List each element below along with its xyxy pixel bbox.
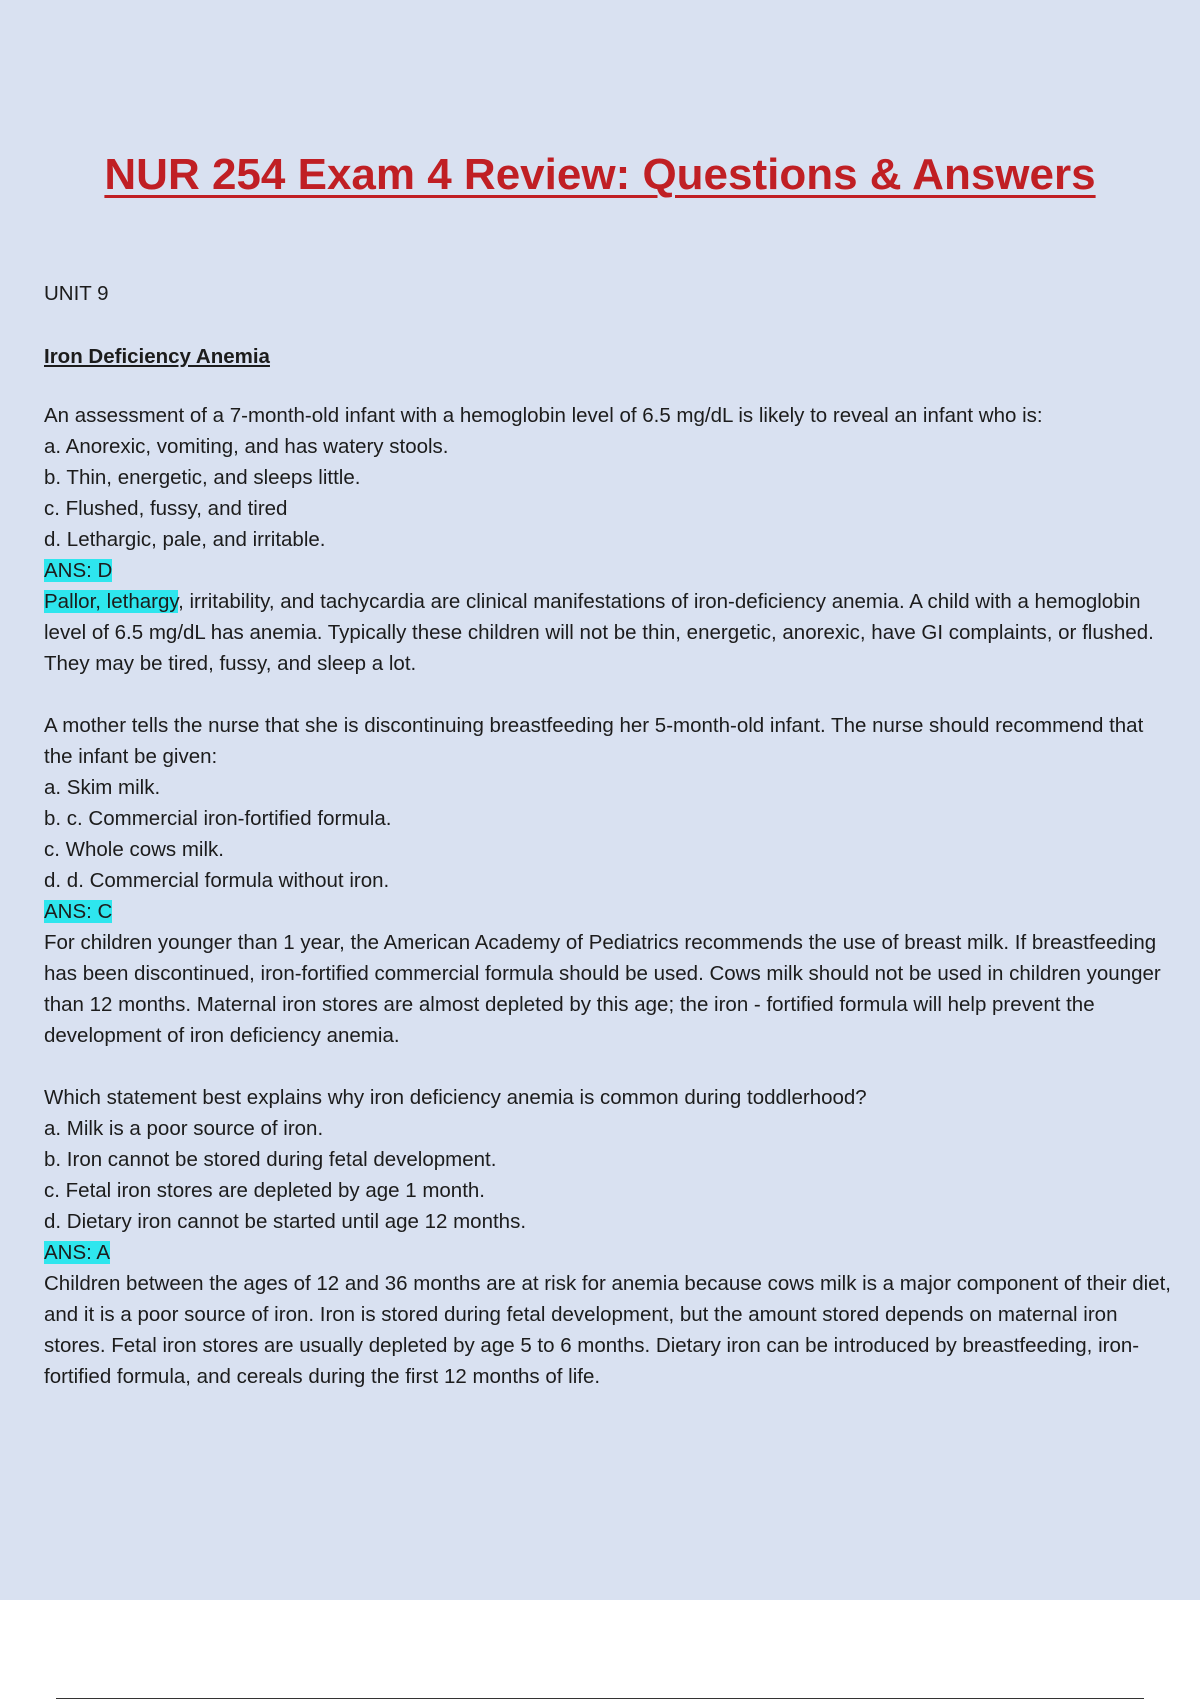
footer-divider	[56, 1698, 1144, 1699]
topic-heading: Iron Deficiency Anemia	[44, 345, 270, 368]
rationale-text: For children younger than 1 year, the American Academy of Pediatrics recommends the use of breast milk. If breastfeeding has been discontinued, iron-fortified commercial formula should be used. Cows milk should not be used in children younger than 12 months. Maternal iron stores are almost depleted by this age; the iron - fortified formula will help prevent the development of iron deficiency anemia.	[44, 931, 1161, 1047]
question-block-1	[44, 400, 1174, 679]
option-d: d. d. Commercial formula without iron.	[44, 869, 390, 892]
question-text: An assessment of a 7-month-old infant with a hemoglobin level of 6.5 mg/dL is likely to reveal an infant who is:	[44, 404, 1043, 427]
unit-label: UNIT 9	[44, 282, 109, 305]
option-c: c. Fetal iron stores are depleted by age 1 month.	[44, 1179, 486, 1202]
option-a: a. Skim milk.	[44, 776, 161, 799]
answer-line	[44, 1237, 1174, 1268]
question-text: Which statement best explains why iron deficiency anemia is common during toddlerhood?	[44, 1086, 867, 1109]
rationale-body: , irritability, and tachycardia are clinical manifestations of iron-deficiency anemia. A child with a hemoglobin level of 6.5 mg/dL has anemia. Typically these children will not be thin, energetic, anorexic, have GI complaints, or flushed. They may be tired, fussy, and sleep a lot.	[44, 590, 1154, 675]
page-title: NUR 254 Exam 4 Review: Questions & Answers	[104, 150, 1096, 199]
option-a: a. Milk is a poor source of iron.	[44, 1117, 324, 1140]
document-content	[44, 278, 1174, 1423]
option-d: d. Dietary iron cannot be started until age 12 months.	[44, 1210, 527, 1233]
option-b: b. Iron cannot be stored during fetal development.	[44, 1148, 497, 1171]
rationale-highlight: Pallor, lethargy	[44, 590, 179, 613]
option-c: c. Whole cows milk.	[44, 838, 224, 861]
answer-badge: ANS: C	[44, 900, 113, 923]
option-b: b. c. Commercial iron-fortified formula.	[44, 807, 392, 830]
option-c: c. Flushed, fussy, and tired	[44, 497, 288, 520]
answer-line	[44, 896, 1174, 927]
option-d: d. Lethargic, pale, and irritable.	[44, 528, 326, 551]
answer-badge: ANS: D	[44, 559, 113, 582]
rationale-text: Children between the ages of 12 and 36 months are at risk for anemia because cows milk is a major component of their diet, and it is a poor source of iron. Iron is stored during fetal development, but the amount stored depends on maternal iron stores. Fetal iron stores are usually depleted by age 5 to 6 months. Dietary iron can be introduced by breastfeeding, iron-fortified formula, and cereals during the first 12 months of life.	[44, 1272, 1171, 1388]
question-block-2	[44, 710, 1174, 1051]
answer-line	[44, 555, 1174, 586]
option-a: a. Anorexic, vomiting, and has watery stools.	[44, 435, 449, 458]
question-block-3	[44, 1082, 1174, 1392]
answer-badge: ANS: A	[44, 1241, 111, 1264]
option-b: b. Thin, energetic, and sleeps little.	[44, 466, 361, 489]
rationale-text	[44, 586, 1174, 679]
question-text: A mother tells the nurse that she is discontinuing breastfeeding her 5-month-old infant. The nurse should recommend that the infant be given:	[44, 714, 1144, 768]
